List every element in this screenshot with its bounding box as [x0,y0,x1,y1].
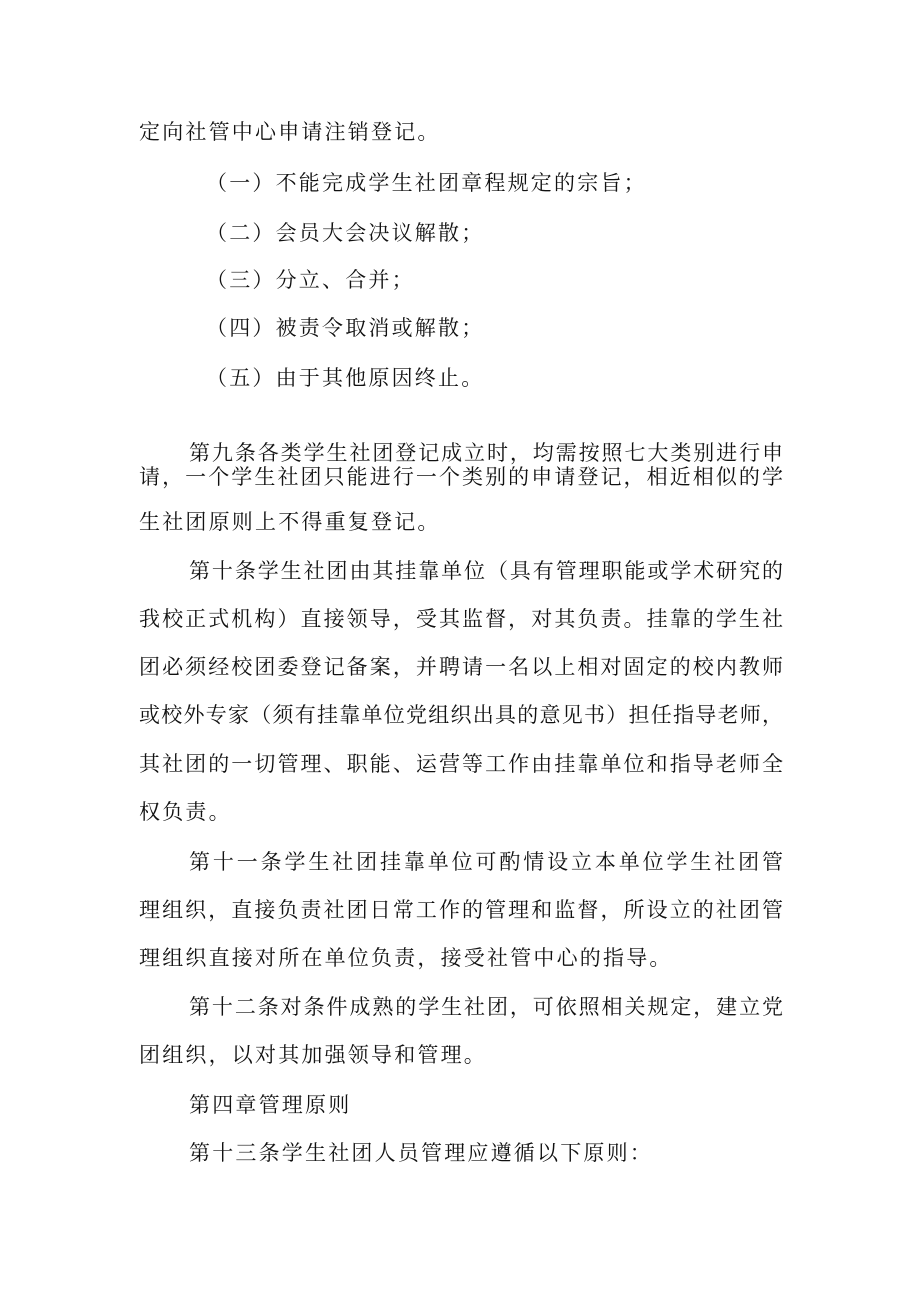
text-line: 理组织，直接负责社团日常工作的管理和监督，所设立的社团管 [139,898,783,922]
text-line: 理组织直接对所在单位负责，接受社管中心的指导。 [139,946,673,970]
list-item: （二）会员大会决议解散； [206,221,485,245]
text-line: 请，一个学生社团只能进行一个类别的申请登记，相近相似的学 [139,465,783,489]
text-line: 生社团原则上不得重复登记。 [139,510,441,534]
text-line: 第十三条学生社团人员管理应遵循以下原则： [189,1141,653,1165]
list-item: （四）被责令取消或解散； [206,316,485,340]
text-line: 第十一条学生社团挂靠单位可酌情设立本单位学生社团管 [189,850,783,874]
list-item: （五）由于其他原因终止。 [206,366,485,390]
text-line: 我校正式机构）直接领导，受其监督，对其负责。挂靠的学生社 [139,607,783,631]
text-line: 定向社管中心申请注销登记。 [139,120,441,144]
text-line: 权负责。 [139,800,232,824]
text-line: 团组织，以对其加强领导和管理。 [139,1043,487,1067]
text-line: 第十二条对条件成熟的学生社团，可依照相关规定，建立党 [189,995,783,1019]
text-line: 团必须经校团委登记备案，并聘请一名以上相对固定的校内教师 [139,655,783,679]
text-line: 其社团的一切管理、职能、运营等工作由挂靠单位和指导老师全 [139,752,783,776]
list-item: （一）不能完成学生社团章程规定的宗旨； [206,171,647,195]
text-line: 第十条学生社团由其挂靠单位（具有管理职能或学术研究的 [189,559,783,583]
text-line: 或校外专家（须有挂靠单位党组织出具的意见书）担任指导老师， [139,703,783,727]
text-line: 第九条各类学生社团登记成立时，均需按照七大类别进行申 [189,441,783,465]
chapter-heading: 第四章管理原则 [189,1093,352,1117]
list-item: （三）分立、合并； [206,268,415,292]
